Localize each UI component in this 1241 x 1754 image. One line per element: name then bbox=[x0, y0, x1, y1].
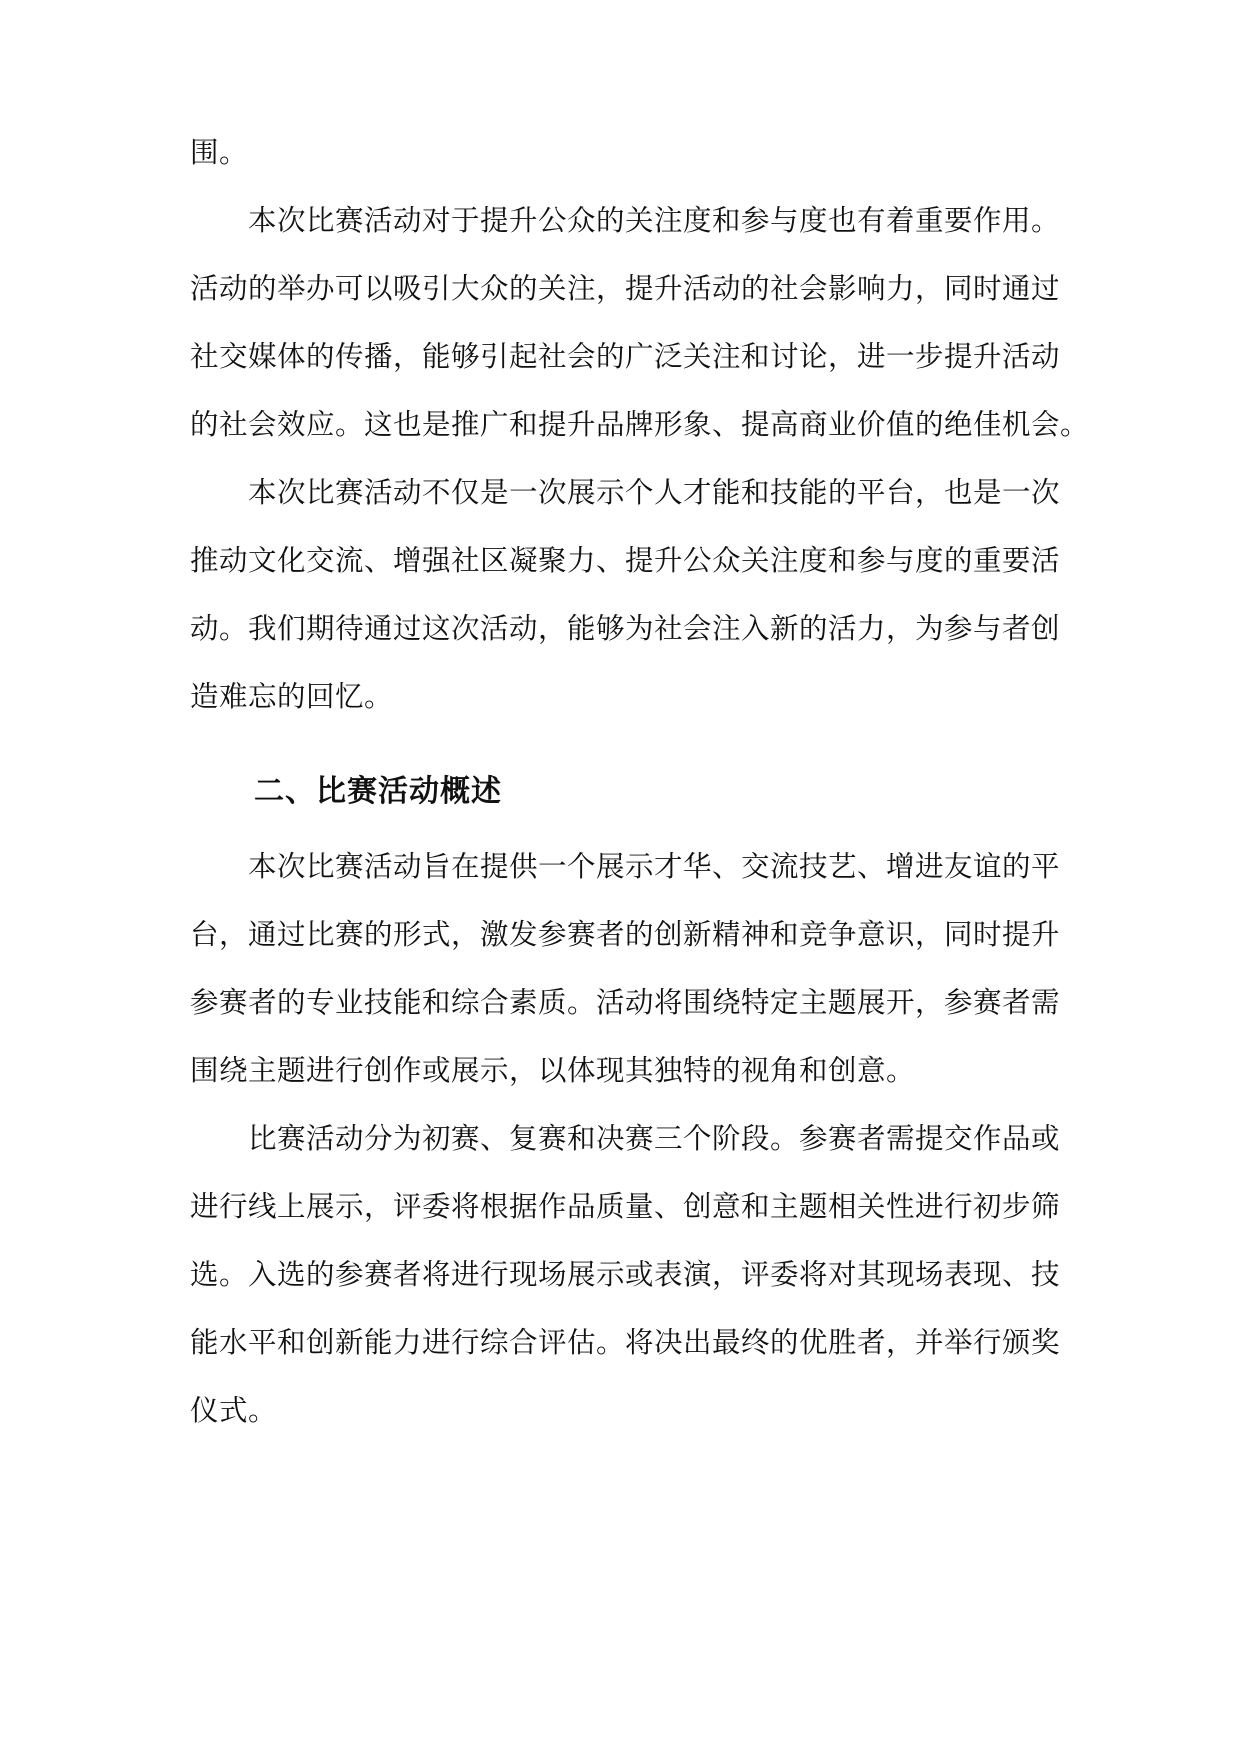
paragraph-line: 围绕主题进行创作或展示，以体现其独特的视角和创意。 bbox=[190, 1054, 916, 1087]
paragraph-line: 进行线上展示，评委将根据作品质量、创意和主题相关性进行初步筛 bbox=[190, 1190, 1061, 1223]
paragraph-line: 推动文化交流、增强社区凝聚力、提升公众关注度和参与度的重要活 bbox=[190, 544, 1061, 577]
paragraph-line: 动。我们期待通过这次活动，能够为社会注入新的活力，为参与者创 bbox=[190, 612, 1061, 645]
paragraph-line: 本次比赛活动旨在提供一个展示才华、交流技艺、增进友谊的平 bbox=[248, 850, 1061, 883]
paragraph-line: 本次比赛活动不仅是一次展示个人才能和技能的平台，也是一次 bbox=[248, 476, 1061, 509]
paragraph-line: 台，通过比赛的形式，激发参赛者的创新精神和竞争意识，同时提升 bbox=[190, 918, 1061, 951]
paragraph-line: 社交媒体的传播，能够引起社会的广泛关注和讨论，进一步提升活动 bbox=[190, 340, 1061, 373]
paragraph-line: 选。入选的参赛者将进行现场展示或表演，评委将对其现场表现、技 bbox=[190, 1258, 1061, 1291]
paragraph-line: 本次比赛活动对于提升公众的关注度和参与度也有着重要作用。 bbox=[248, 204, 1061, 237]
paragraph-line: 比赛活动分为初赛、复赛和决赛三个阶段。参赛者需提交作品或 bbox=[248, 1122, 1061, 1155]
section-title: 二、比赛活动概述 bbox=[254, 774, 502, 809]
paragraph-line: 参赛者的专业技能和综合素质。活动将围绕特定主题展开，参赛者需 bbox=[190, 986, 1061, 1019]
paragraph-line: 能水平和创新能力进行综合评估。将决出最终的优胜者，并举行颁奖 bbox=[190, 1326, 1061, 1359]
paragraph-line: 的社会效应。这也是推广和提升品牌形象、提高商业价值的绝佳机会。 bbox=[190, 408, 1090, 441]
paragraph-line: 围。 bbox=[190, 136, 249, 169]
paragraph-line: 造难忘的回忆。 bbox=[190, 680, 394, 713]
paragraph-line: 仪式。 bbox=[190, 1394, 278, 1427]
paragraph-line: 活动的举办可以吸引大众的关注，提升活动的社会影响力，同时通过 bbox=[190, 272, 1061, 305]
